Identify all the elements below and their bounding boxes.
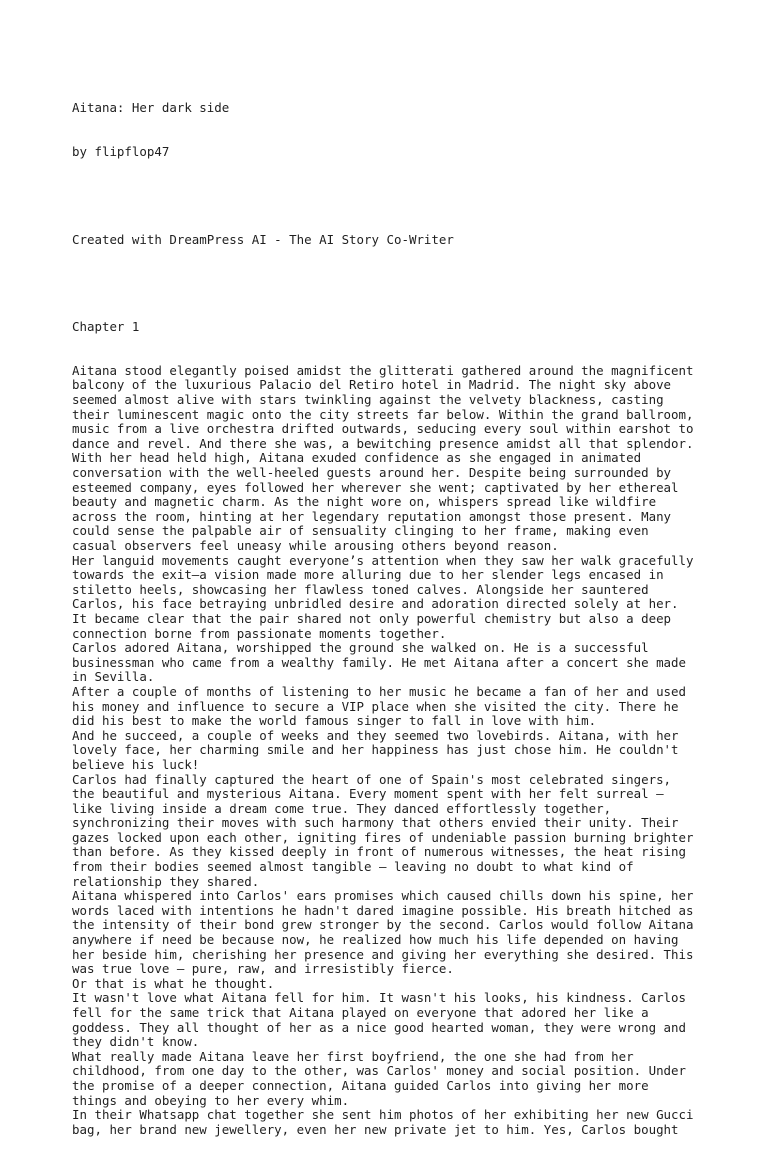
body-text-line: In their Whatsapp chat together she sent him photos of her exhibiting her new Gucci bbox=[72, 1107, 694, 1123]
body-text-line: Aitana whispered into Carlos' ears promises which caused chills down his spine, her bbox=[72, 888, 694, 904]
body-text-line: synchronizing their moves with such harmony that others envied their unity. Their bbox=[72, 815, 679, 831]
body-text-line: could sense the palpable air of sensuality clinging to her frame, making even bbox=[72, 523, 649, 539]
body-text-line: Aitana stood elegantly poised amidst the glitterati gathered around the magnificent bbox=[72, 362, 694, 378]
body-text-line: esteemed company, eyes followed her wherever she went; captivated by her ethereal bbox=[72, 479, 679, 495]
body-text-line: across the room, hinting at her legendary reputation amongst those present. Many bbox=[72, 508, 672, 524]
body-text-line: businessman who came from a wealthy family. He met Aitana after a concert she made bbox=[72, 654, 687, 670]
body-text-line: his money and influence to secure a VIP place when she visited the city. There he bbox=[72, 698, 679, 714]
author-byline: by flipflop47 bbox=[72, 143, 170, 159]
body-text-line: Carlos adored Aitana, worshipped the ground she walked on. He is a successful bbox=[72, 640, 649, 656]
body-text-line: words laced with intentions he hadn't dared imagine possible. His breath hitched as bbox=[72, 902, 694, 918]
body-text-line: And he succeed, a couple of weeks and they seemed two lovebirds. Aitana, with her bbox=[72, 727, 679, 743]
body-text-line: beauty and magnetic charm. As the night wore on, whispers spread like wildfire bbox=[72, 494, 657, 510]
body-text-line: than before. As they kissed deeply in front of numerous witnesses, the heat rising bbox=[72, 844, 687, 860]
body-text-line: Her languid movements caught everyone’s attention when they saw her walk gracefully bbox=[72, 552, 694, 568]
body-text-line: fell for the same trick that Aitana played on everyone that adored her like a bbox=[72, 1005, 649, 1020]
blank-line bbox=[72, 276, 712, 291]
body-text-line: seemed almost alive with stars twinkling against the velvety blackness, casting bbox=[72, 392, 664, 408]
body-text-line: conversation with the well-heeled guests around her. Despite being surrounded by bbox=[72, 465, 672, 481]
body-text-line: After a couple of months of listening to her music he became a fan of her and used bbox=[72, 683, 687, 699]
body-text-line: bag, her brand new jewellery, even her new private jet to him. Yes, Carlos bought bbox=[72, 1121, 679, 1137]
body-text-line: from their bodies seemed almost tangible – leaving no doubt to what kind of bbox=[72, 859, 634, 875]
body-text-line: they didn't know. bbox=[72, 1034, 200, 1050]
chapter-body bbox=[72, 364, 712, 1137]
body-text-line: relationship they shared. bbox=[72, 873, 260, 889]
body-text-line: things and obeying to her every whim. bbox=[72, 1092, 350, 1108]
body-text-line: gazes locked upon each other, igniting fires of undeniable passion burning brighter bbox=[72, 829, 694, 845]
body-text-line: stiletto heels, showcasing her flawless toned calves. Alongside her sauntered bbox=[72, 581, 649, 597]
body-text-line: the beautiful and mysterious Aitana. Every moment spent with her felt surreal – bbox=[72, 786, 664, 802]
document-text bbox=[72, 72, 712, 1167]
body-text-line: With her head held high, Aitana exuded confidence as she engaged in animated bbox=[72, 450, 642, 466]
blank-line bbox=[72, 189, 712, 204]
story-title: Aitana: Her dark side bbox=[72, 100, 230, 116]
body-text-line: Carlos, his face betraying unbridled desire and adoration directed solely at her. bbox=[72, 596, 679, 612]
body-text-line: the promise of a deeper connection, Aitana guided Carlos into giving her more bbox=[72, 1077, 649, 1093]
body-text-line: What really made Aitana leave her first boyfriend, the one she had from her bbox=[72, 1048, 634, 1064]
body-text-line: It became clear that the pair shared not only powerful chemistry but also a deep bbox=[72, 610, 672, 626]
body-text-line: their luminescent magic onto the city streets far below. Within the grand ballroom, bbox=[72, 406, 694, 422]
body-text-line: dance and revel. And there she was, a bewitching presence amidst all that splendor. bbox=[72, 435, 694, 451]
body-text-line: Carlos had finally captured the heart of one of Spain's most celebrated singers, bbox=[72, 771, 672, 787]
body-text-line: the intensity of their bond grew stronger by the second. Carlos would follow Aitana bbox=[72, 917, 694, 933]
body-text-line: connection borne from passionate moments together. bbox=[72, 625, 447, 641]
body-text-line: childhood, from one day to the other, was Carlos' money and social position. Under bbox=[72, 1063, 687, 1079]
body-text-line: music from a live orchestra drifted outwards, seducing every soul within earshot to bbox=[72, 421, 694, 437]
body-text-line: her beside him, cherishing her presence and giving her everything she desired. This bbox=[72, 946, 694, 962]
body-text-line: casual observers feel uneasy while arousing others beyond reason. bbox=[72, 538, 559, 553]
body-text-line: anywhere if need be because now, he realized how much his life depended on having bbox=[72, 932, 679, 948]
body-text-line: like living inside a dream come true. They danced effortlessly together, bbox=[72, 800, 612, 816]
body-text-line: balcony of the luxurious Palacio del Retiro hotel in Madrid. The night sky above bbox=[72, 377, 672, 393]
body-text-line: goddess. They all thought of her as a nice good hearted woman, they were wrong and bbox=[72, 1019, 687, 1035]
created-with-note: Created with DreamPress AI - The AI Story Co-Writer bbox=[72, 231, 454, 247]
body-text-line: believe his luck! bbox=[72, 756, 200, 772]
body-text-line: It wasn't love what Aitana fell for him. It wasn't his looks, his kindness. Carlos bbox=[72, 990, 687, 1006]
body-text-line: lovely face, her charming smile and her happiness has just chose him. He couldn't bbox=[72, 742, 679, 758]
chapter-heading: Chapter 1 bbox=[72, 319, 140, 335]
body-text-line: did his best to make the world famous singer to fall in love with him. bbox=[72, 713, 597, 729]
body-text-line: Or that is what he thought. bbox=[72, 975, 275, 991]
body-text-line: towards the exit—a vision made more alluring due to her slender legs encased in bbox=[72, 567, 664, 583]
body-text-line: was true love – pure, raw, and irresistibly fierce. bbox=[72, 961, 454, 977]
body-text-line: in Sevilla. bbox=[72, 669, 155, 685]
